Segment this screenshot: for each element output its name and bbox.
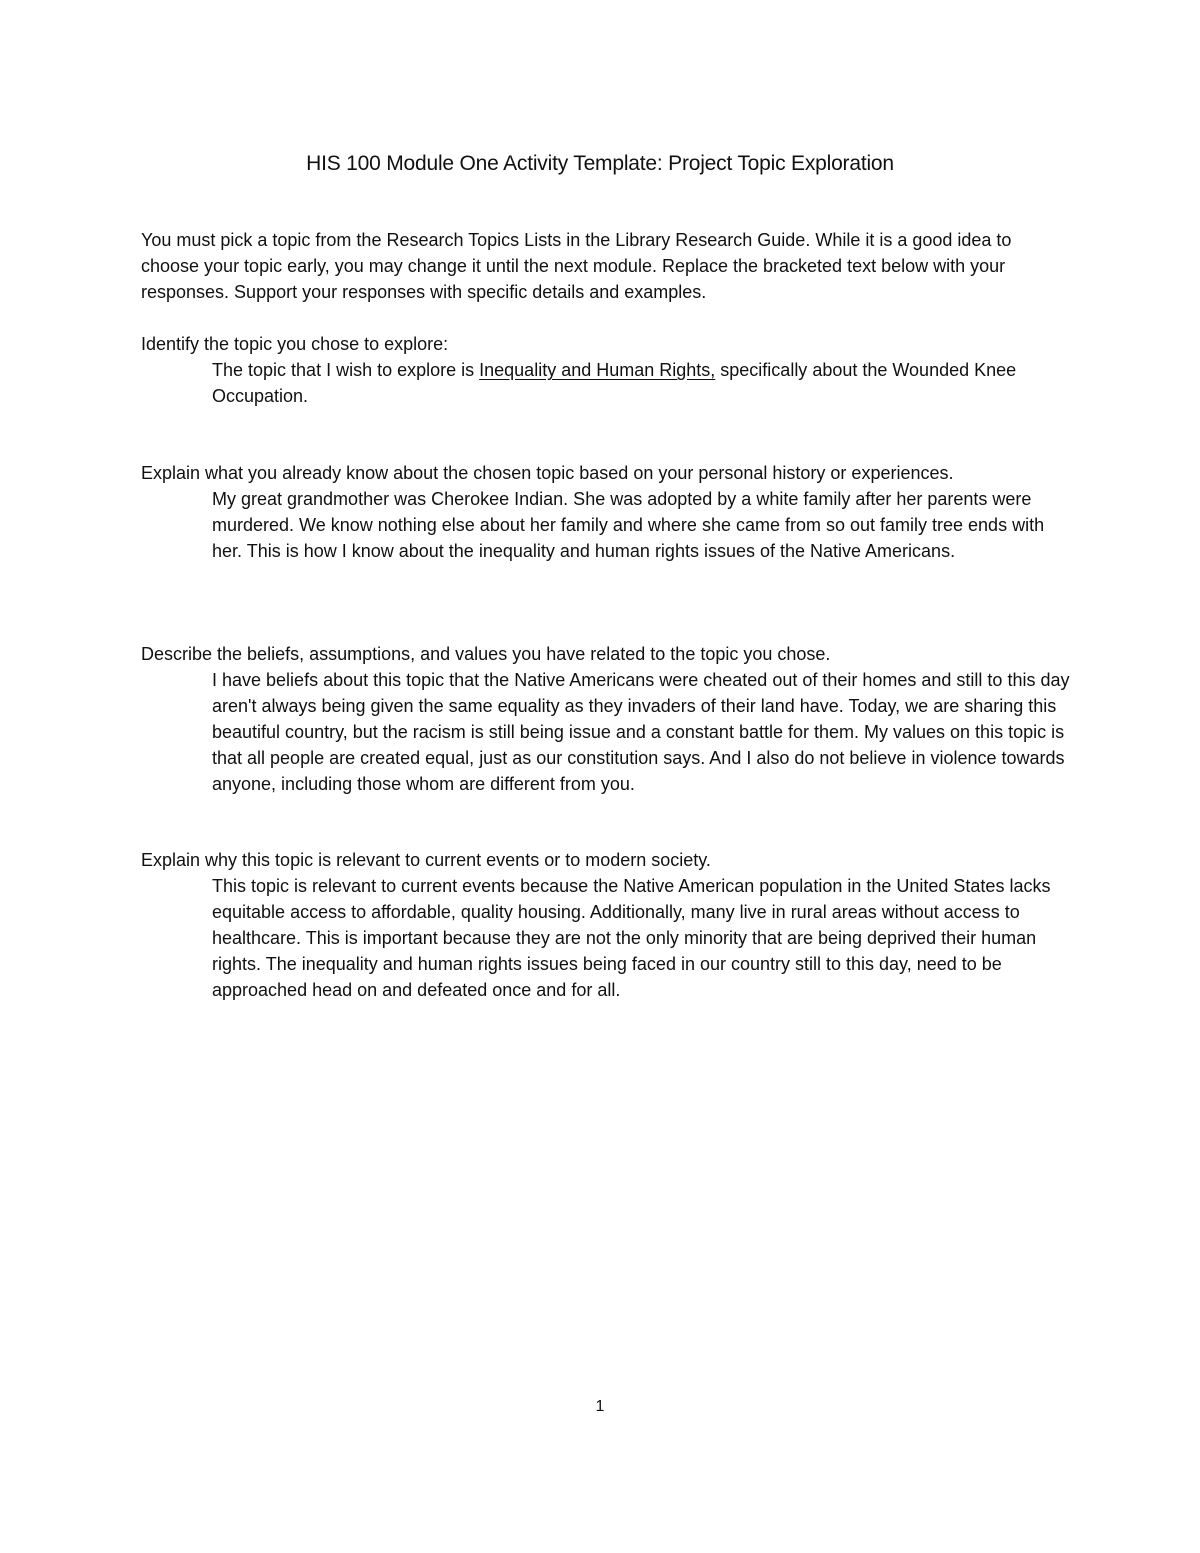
relevance-prompt: Explain why this topic is relevant to current events or to modern society. [141, 850, 711, 870]
document-title: HIS 100 Module One Activity Template: Project Topic Exploration [306, 152, 894, 175]
instructions-paragraph: You must pick a topic from the Research Topics Lists in the Library Research Guide. While it is a good idea to choose your topic early, you may change it until the next module. Replace the bracketed text below with your responses. Support your responses with specific details and examples. [141, 230, 1012, 302]
personal-history-section [141, 460, 1071, 564]
relevance-answer: This topic is relevant to current events because the Native American population in the United States lacks equitable access to affordable, quality housing. Additionally, many live in rural areas without access to healthcare. This is important because they are not the only minority that are being deprived their human rights. The inequality and human rights issues being faced in our country still to this day, need to be approached head on and defeated once and for all. [212, 876, 1051, 1000]
beliefs-answer: I have beliefs about this topic that the Native Americans were cheated out of their homes and still to this day aren't always being given the same equality as they invaders of their land have. Today, we are sharing this beautiful country, but the racism is still being issue and a constant battle for them. My values on this topic is that all people are created equal, just as our constitution says. And I also do not believe in violence towards anyone, including those whom are different from you. [212, 670, 1070, 794]
topic-answer-underlined: Inequality and Human Rights, [479, 360, 716, 380]
topic-answer [141, 357, 1071, 409]
personal-history-answer: My great grandmother was Cherokee Indian. She was adopted by a white family after her parents were murdered. We know nothing else about her family and where she came from so out family tree ends with her. This is how I know about the inequality and human rights issues of the Native Americans. [212, 489, 1045, 561]
topic-section [141, 331, 1071, 409]
topic-answer-lead: The topic that I wish to explore is [212, 360, 480, 380]
page-number: 1 [595, 1398, 605, 1415]
topic-prompt: Identify the topic you chose to explore: [141, 334, 449, 354]
topic-answer-tail: specifically about the Wounded Knee Occupation. [212, 360, 1017, 406]
personal-history-prompt: Explain what you already know about the chosen topic based on your personal history or experiences. [141, 463, 954, 483]
relevance-section [141, 847, 1071, 1003]
beliefs-section [141, 641, 1071, 797]
beliefs-prompt: Describe the beliefs, assumptions, and values you have related to the topic you chose. [141, 644, 831, 664]
